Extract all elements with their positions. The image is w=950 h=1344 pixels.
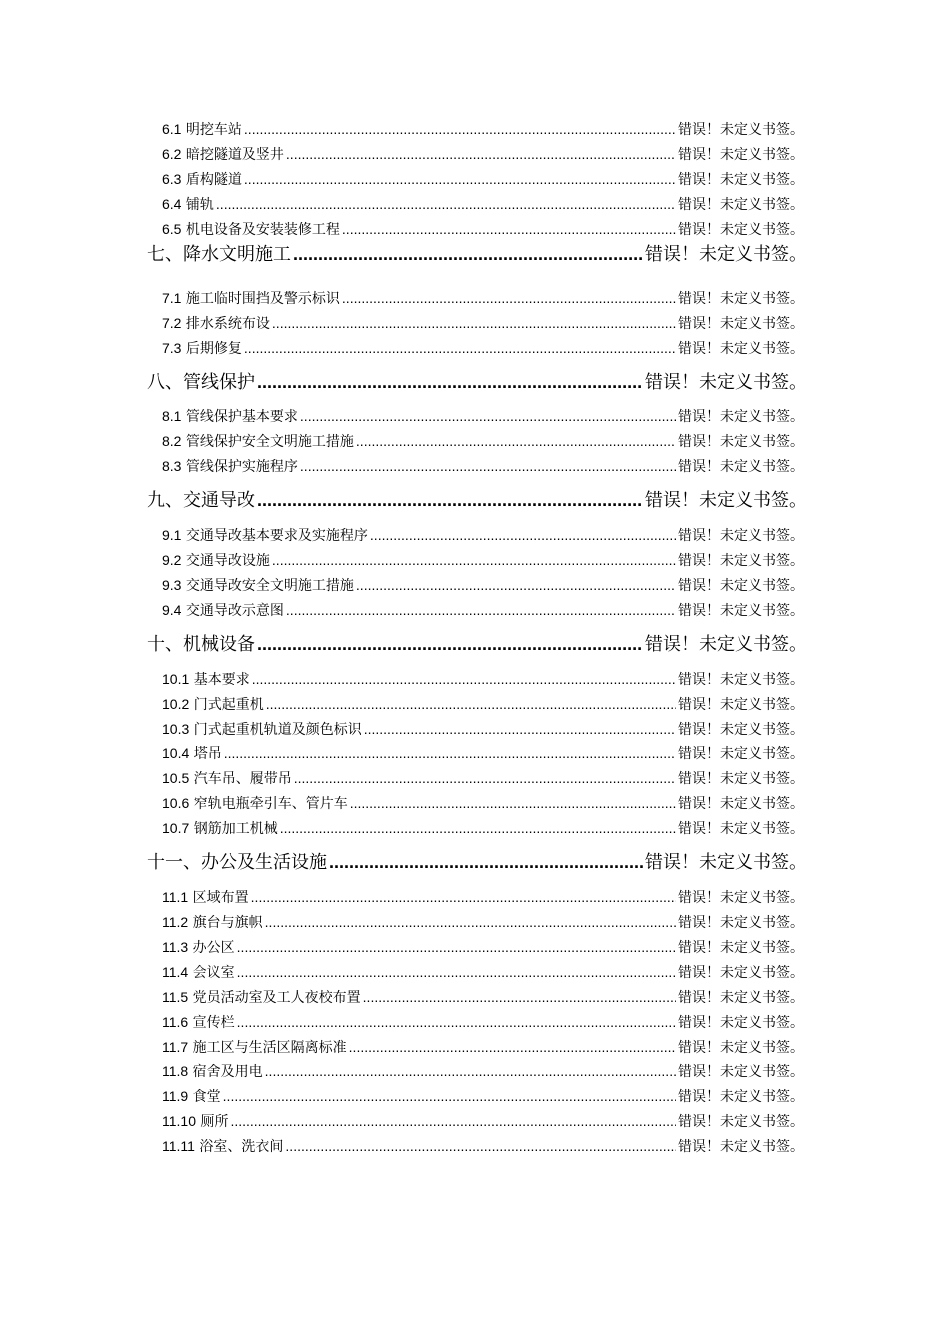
toc-page-reference: 错误！未定义书签。 (645, 852, 807, 873)
toc-entry-label (162, 719, 362, 740)
dot-leader (285, 1136, 676, 1157)
toc-section-entry[interactable] (162, 169, 804, 190)
toc-entry-label (162, 525, 368, 546)
toc-entry-title: 盾构隧道 (185, 172, 242, 188)
toc-entry-label (162, 743, 222, 764)
toc-entry-label (162, 456, 298, 477)
toc-page-reference: 错误！未定义书签。 (645, 244, 807, 265)
dot-leader (364, 719, 676, 740)
toc-entry-title: 汽车吊、履带吊 (193, 771, 292, 787)
toc-page-reference: 错误！未定义书签。 (678, 122, 804, 138)
toc-entry-label (147, 370, 255, 396)
toc-entry-title: 八、管线保护 (147, 372, 255, 393)
dot-leader (244, 119, 676, 140)
toc-entry-number: 7.3 (162, 340, 182, 356)
toc-section-entry[interactable] (162, 719, 804, 740)
dot-leader (329, 849, 643, 876)
toc-entry-title: 浴室、洗衣间 (199, 1139, 284, 1155)
toc-entry-label (162, 119, 242, 140)
toc-section-entry[interactable] (162, 1037, 804, 1058)
toc-chapter-entry[interactable] (147, 631, 807, 658)
toc-entry-title: 旗台与旗帜 (192, 915, 263, 931)
dot-leader (237, 962, 676, 983)
toc-section-entry[interactable] (162, 600, 804, 621)
dot-leader (252, 669, 676, 690)
toc-page-reference: 错误！未定义书签。 (678, 965, 804, 981)
toc-page-reference: 错误！未定义书签。 (645, 490, 807, 511)
toc-entry-number: 6.1 (162, 121, 182, 137)
dot-leader (266, 694, 676, 715)
toc-page-reference: 错误！未定义书签。 (678, 409, 804, 425)
toc-page-reference: 错误！未定义书签。 (678, 1139, 804, 1155)
toc-page-reference: 错误！未定义书签。 (678, 553, 804, 569)
toc-entry-number: 10.7 (162, 820, 190, 836)
toc-entry-number: 11.5 (162, 989, 189, 1005)
toc-entry-label (162, 912, 263, 933)
toc-entry-label (162, 338, 242, 359)
toc-section-entry[interactable] (162, 406, 804, 427)
dot-leader (294, 768, 676, 789)
toc-entry-label (162, 406, 298, 427)
dot-leader (356, 431, 676, 452)
toc-section-entry[interactable] (162, 1061, 804, 1082)
toc-page-reference: 错误！未定义书签。 (678, 528, 804, 544)
toc-section-entry[interactable] (162, 575, 804, 596)
toc-entry-number: 9.3 (162, 577, 182, 593)
toc-entry-label (162, 600, 284, 621)
toc-page-reference: 错误！未定义书签。 (678, 722, 804, 738)
toc-entry-number: 6.3 (162, 171, 182, 187)
toc-entry-label (162, 1111, 228, 1132)
toc-entry-title: 十一、办公及生活设施 (147, 852, 327, 873)
toc-page-reference: 错误！未定义书签。 (678, 940, 804, 956)
toc-entry-title: 管线保护安全文明施工措施 (185, 434, 354, 450)
toc-entry-title: 会议室 (192, 965, 235, 981)
toc-entry-title: 食堂 (192, 1089, 221, 1105)
dot-leader (370, 525, 676, 546)
dot-leader (300, 456, 676, 477)
toc-entry-title: 交通导改示意图 (185, 603, 284, 619)
toc-page-reference: 错误！未定义书签。 (645, 372, 807, 393)
toc-section-entry[interactable] (162, 456, 804, 477)
toc-entry-label (162, 669, 250, 690)
toc-entry-title: 门式起重机轨道及颜色标识 (193, 722, 362, 738)
dot-leader (223, 1086, 676, 1107)
toc-page-reference: 错误！未定义书签。 (678, 821, 804, 837)
toc-entry-title: 宿舍及用电 (192, 1064, 263, 1080)
toc-entry-title: 交通导改设施 (185, 553, 270, 569)
dot-leader (265, 912, 676, 933)
toc-entry-label (162, 431, 354, 452)
toc-entry-label (162, 144, 284, 165)
toc-entry-label (162, 1061, 263, 1082)
toc-page-reference: 错误！未定义书签。 (678, 796, 804, 812)
toc-entry-number: 6.4 (162, 196, 182, 212)
toc-entry-label (162, 887, 249, 908)
toc-entry-label (162, 1037, 347, 1058)
toc-page-reference: 错误！未定义书签。 (678, 672, 804, 688)
toc-section-entry[interactable] (162, 669, 804, 690)
toc-entry-title: 塔吊 (193, 746, 222, 762)
toc-entry-number: 9.4 (162, 602, 182, 618)
dot-leader (286, 600, 676, 621)
toc-entry-number: 8.2 (162, 433, 182, 449)
toc-page-reference: 错误！未定义书签。 (678, 1089, 804, 1105)
dot-leader (237, 937, 676, 958)
toc-entry-title: 基本要求 (193, 672, 250, 688)
dot-leader (257, 487, 643, 514)
toc-entry-label (162, 288, 340, 309)
toc-entry-title: 排水系统布设 (185, 316, 270, 332)
toc-entry-number: 10.2 (162, 696, 190, 712)
toc-entry-title: 九、交通导改 (147, 490, 255, 511)
toc-entry-label (162, 1136, 283, 1157)
toc-page-reference: 错误！未定义书签。 (678, 1064, 804, 1080)
toc-entry-number: 8.1 (162, 408, 182, 424)
dot-leader (265, 1061, 676, 1082)
toc-section-entry[interactable] (162, 912, 804, 933)
toc-entry-number: 11.7 (162, 1039, 189, 1055)
toc-section-entry[interactable] (162, 1136, 804, 1157)
dot-leader (342, 219, 676, 240)
toc-entry-label (147, 850, 327, 876)
toc-entry-title: 十、机械设备 (147, 634, 255, 655)
toc-entry-label (162, 1086, 221, 1107)
toc-page-reference: 错误！未定义书签。 (678, 147, 804, 163)
toc-entry-label (147, 488, 255, 514)
toc-page-reference: 错误！未定义书签。 (645, 634, 807, 655)
toc-entry-title: 管线保护基本要求 (185, 409, 298, 425)
toc-page-reference: 错误！未定义书签。 (678, 459, 804, 475)
toc-page-reference: 错误！未定义书签。 (678, 890, 804, 906)
toc-entry-number: 11.10 (162, 1113, 196, 1129)
toc-page-reference: 错误！未定义书签。 (678, 172, 804, 188)
toc-page-reference: 错误！未定义书签。 (678, 222, 804, 238)
toc-entry-number: 10.5 (162, 770, 190, 786)
toc-entry-label (147, 242, 291, 268)
toc-page-reference: 错误！未定义书签。 (678, 197, 804, 213)
toc-entry-label (162, 219, 340, 240)
toc-entry-number: 10.3 (162, 721, 190, 737)
toc-entry-number: 11.9 (162, 1088, 189, 1104)
toc-entry-title: 施工临时围挡及警示标识 (185, 291, 340, 307)
toc-section-entry[interactable] (162, 525, 804, 546)
toc-entry-title: 管线保护实施程序 (185, 459, 298, 475)
toc-entry-label (162, 694, 264, 715)
dot-leader (230, 1111, 676, 1132)
dot-leader (244, 169, 676, 190)
toc-entry-number: 9.1 (162, 527, 182, 543)
toc-page-reference: 错误！未定义书签。 (678, 1015, 804, 1031)
toc-entry-title: 宣传栏 (192, 1015, 235, 1031)
toc-entry-number: 11.1 (162, 889, 189, 905)
dot-leader (244, 338, 676, 359)
toc-entry-title: 机电设备及安装装修工程 (185, 222, 340, 238)
toc-chapter-entry[interactable] (147, 241, 807, 268)
toc-entry-label (162, 1012, 235, 1033)
toc-entry-number: 8.3 (162, 458, 182, 474)
toc-section-entry[interactable] (162, 288, 804, 309)
toc-page-reference: 错误！未定义书签。 (678, 316, 804, 332)
dot-leader (342, 288, 676, 309)
toc-entry-number: 6.2 (162, 146, 182, 162)
toc-page-reference: 错误！未定义书签。 (678, 915, 804, 931)
toc-entry-title: 厕所 (200, 1114, 229, 1130)
dot-leader (349, 1037, 676, 1058)
toc-section-entry[interactable] (162, 1111, 804, 1132)
toc-section-entry[interactable] (162, 119, 804, 140)
toc-page-reference: 错误！未定义书签。 (678, 434, 804, 450)
toc-page-reference: 错误！未定义书签。 (678, 771, 804, 787)
toc-entry-number: 6.5 (162, 221, 182, 237)
toc-entry-label (162, 818, 278, 839)
toc-entry-title: 施工区与生活区隔离标准 (192, 1040, 347, 1056)
dot-leader (224, 743, 676, 764)
toc-entry-title: 铺轨 (185, 197, 214, 213)
toc-page-reference: 错误！未定义书签。 (678, 341, 804, 357)
toc-section-entry[interactable] (162, 550, 804, 571)
toc-section-entry[interactable] (162, 887, 804, 908)
toc-entry-number: 9.2 (162, 552, 182, 568)
toc-page-reference: 错误！未定义书签。 (678, 746, 804, 762)
toc-entry-number: 10.4 (162, 745, 190, 761)
toc-page-reference: 错误！未定义书签。 (678, 1114, 804, 1130)
dot-leader (356, 575, 676, 596)
dot-leader (350, 793, 676, 814)
toc-page-reference: 错误！未定义书签。 (678, 990, 804, 1006)
dot-leader (293, 241, 643, 268)
toc-page-reference: 错误！未定义书签。 (678, 603, 804, 619)
toc-entry-number: 11.4 (162, 964, 189, 980)
toc-entry-title: 暗挖隧道及竖井 (185, 147, 284, 163)
toc-entry-number: 7.1 (162, 290, 182, 306)
toc-entry-number: 11.2 (162, 914, 189, 930)
toc-entry-title: 钢筋加工机械 (193, 821, 278, 837)
toc-entry-number: 10.1 (162, 671, 190, 687)
dot-leader (216, 194, 676, 215)
dot-leader (257, 369, 643, 396)
toc-entry-title: 交通导改安全文明施工措施 (185, 578, 354, 594)
toc-entry-number: 7.2 (162, 315, 182, 331)
toc-entry-label (162, 937, 235, 958)
toc-entry-title: 后期修复 (185, 341, 242, 357)
dot-leader (272, 550, 676, 571)
toc-entry-label (162, 169, 242, 190)
toc-entry-label (162, 793, 348, 814)
toc-entry-number: 11.11 (162, 1138, 195, 1154)
toc-page-reference: 错误！未定义书签。 (678, 578, 804, 594)
toc-entry-label (162, 575, 354, 596)
toc-section-entry[interactable] (162, 338, 804, 359)
toc-entry-label (162, 550, 270, 571)
toc-section-entry[interactable] (162, 144, 804, 165)
toc-section-entry[interactable] (162, 743, 804, 764)
toc-section-entry[interactable] (162, 962, 804, 983)
toc-entry-title: 党员活动室及工人夜校布置 (192, 990, 361, 1006)
toc-entry-number: 10.6 (162, 795, 190, 811)
toc-section-entry[interactable] (162, 219, 804, 240)
toc-entry-label (162, 987, 361, 1008)
toc-entry-title: 区域布置 (192, 890, 249, 906)
toc-section-entry[interactable] (162, 313, 804, 334)
dot-leader (237, 1012, 676, 1033)
toc-entry-number: 11.3 (162, 939, 189, 955)
dot-leader (363, 987, 676, 1008)
toc-entry-title: 门式起重机 (193, 697, 264, 713)
toc-entry-label (147, 632, 255, 658)
dot-leader (251, 887, 676, 908)
toc-section-entry[interactable] (162, 987, 804, 1008)
toc-entry-label (162, 768, 292, 789)
dot-leader (286, 144, 676, 165)
toc-entry-number: 11.8 (162, 1063, 189, 1079)
toc-entry-title: 窄轨电瓶牵引车、管片车 (193, 796, 348, 812)
toc-entry-title: 七、降水文明施工 (147, 244, 291, 265)
toc-entry-title: 交通导改基本要求及实施程序 (185, 528, 368, 544)
toc-entry-label (162, 962, 235, 983)
toc-entry-number: 11.6 (162, 1014, 189, 1030)
dot-leader (272, 313, 676, 334)
toc-section-entry[interactable] (162, 1012, 804, 1033)
dot-leader (300, 406, 676, 427)
toc-page-reference: 错误！未定义书签。 (678, 697, 804, 713)
toc-section-entry[interactable] (162, 194, 804, 215)
toc-section-entry[interactable] (162, 431, 804, 452)
toc-entry-label (162, 313, 270, 334)
toc-section-entry[interactable] (162, 694, 804, 715)
toc-section-entry[interactable] (162, 937, 804, 958)
toc-page-reference: 错误！未定义书签。 (678, 1040, 804, 1056)
toc-entry-label (162, 194, 214, 215)
dot-leader (280, 818, 676, 839)
toc-section-entry[interactable] (162, 768, 804, 789)
toc-entry-title: 明挖车站 (185, 122, 242, 138)
toc-section-entry[interactable] (162, 793, 804, 814)
toc-section-entry[interactable] (162, 1086, 804, 1107)
toc-entry-title: 办公区 (192, 940, 235, 956)
dot-leader (257, 631, 643, 658)
toc-chapter-entry[interactable] (147, 849, 807, 876)
toc-chapter-entry[interactable] (147, 369, 807, 396)
toc-page-reference: 错误！未定义书签。 (678, 291, 804, 307)
toc-chapter-entry[interactable] (147, 487, 807, 514)
toc-section-entry[interactable] (162, 818, 804, 839)
